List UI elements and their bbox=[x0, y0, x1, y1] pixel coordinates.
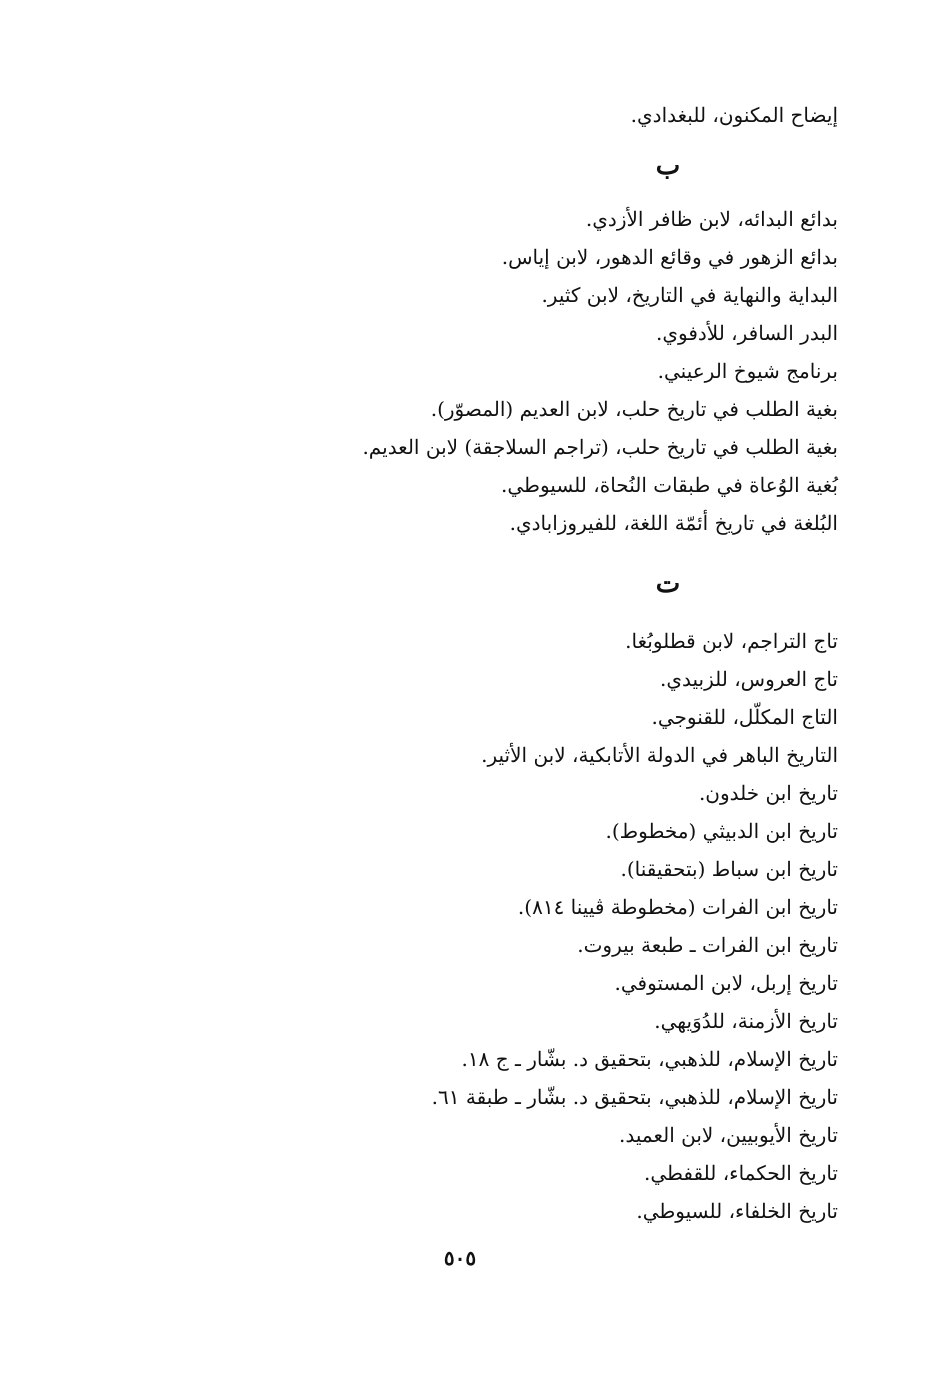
bibliography-entry: التاج المكلّل، للقنوجي. bbox=[651, 705, 838, 729]
bibliography-entry: تاج العروس، للزبيدي. bbox=[659, 667, 838, 691]
bibliography-list bbox=[318, 96, 838, 1230]
bibliography-entry: تاريخ الأزمنة، للدُوَيهي. bbox=[654, 1009, 838, 1033]
bibliography-entry: البدر السافر، للأدفوي. bbox=[655, 321, 838, 345]
bibliography-entry: تاريخ الإسلام، للذهبي، بتحقيق د. بشّار ـ طبقة ٦١. bbox=[431, 1085, 838, 1109]
section-heading-b: ب bbox=[655, 151, 681, 181]
bibliography-entry: برنامج شيوخ الرعيني. bbox=[657, 359, 838, 383]
bibliography-entry: البداية والنهاية في التاريخ، لابن كثير. bbox=[541, 283, 838, 307]
bibliography-entry: تاريخ ابن الفرات (مخطوطة ڤيينا ٨١٤). bbox=[517, 895, 838, 919]
bibliography-entry: بغية الطلب في تاريخ حلب، (تراجم السلاجقة) لابن العديم. bbox=[362, 435, 838, 459]
bibliography-entry: تاريخ ابن سباط (بتحقيقنا). bbox=[620, 857, 838, 881]
bibliography-entry: التاريخ الباهر في الدولة الأتابكية، لابن الأثير. bbox=[481, 743, 838, 767]
bibliography-entry: تاريخ ابن الفرات ـ طبعة بيروت. bbox=[577, 933, 838, 957]
bibliography-entry: تاريخ الإسلام، للذهبي، بتحقيق د. بشّار ـ ج ١٨. bbox=[461, 1047, 838, 1071]
page-number: ٥٠٥ bbox=[443, 1246, 477, 1270]
bibliography-entry: تاريخ الحكماء، للقفطي. bbox=[643, 1161, 838, 1185]
bibliography-entry: تاريخ ابن الدبيثي (مخطوط). bbox=[605, 819, 838, 843]
bibliography-entry: تاريخ إربل، لابن المستوفي. bbox=[614, 971, 838, 995]
section-heading-t: ت bbox=[655, 569, 681, 599]
bibliography-entry: إيضاح المكنون، للبغدادي. bbox=[630, 103, 838, 127]
bibliography-entry: بُغية الوُعاة في طبقات النُحاة، للسيوطي. bbox=[501, 473, 838, 497]
bibliography-entry: تاريخ الخلفاء، للسيوطي. bbox=[636, 1199, 838, 1223]
bibliography-entry: بغية الطلب في تاريخ حلب، لابن العديم (المصوّر). bbox=[430, 397, 838, 421]
bibliography-entry: بدائع البدائه، لابن ظافر الأزدي. bbox=[585, 207, 838, 231]
bibliography-entry: البُلغة في تاريخ أئمّة اللغة، للفيروزابادي. bbox=[509, 511, 838, 535]
bibliography-entry: تاريخ ابن خلدون. bbox=[698, 781, 838, 805]
bibliography-entry: تاج التراجم، لابن قطلوبُغا. bbox=[625, 629, 838, 653]
bibliography-entry: بدائع الزهور في وقائع الدهور، لابن إياس. bbox=[501, 245, 838, 269]
bibliography-entry: تاريخ الأيوبيين، لابن العميد. bbox=[619, 1123, 838, 1147]
